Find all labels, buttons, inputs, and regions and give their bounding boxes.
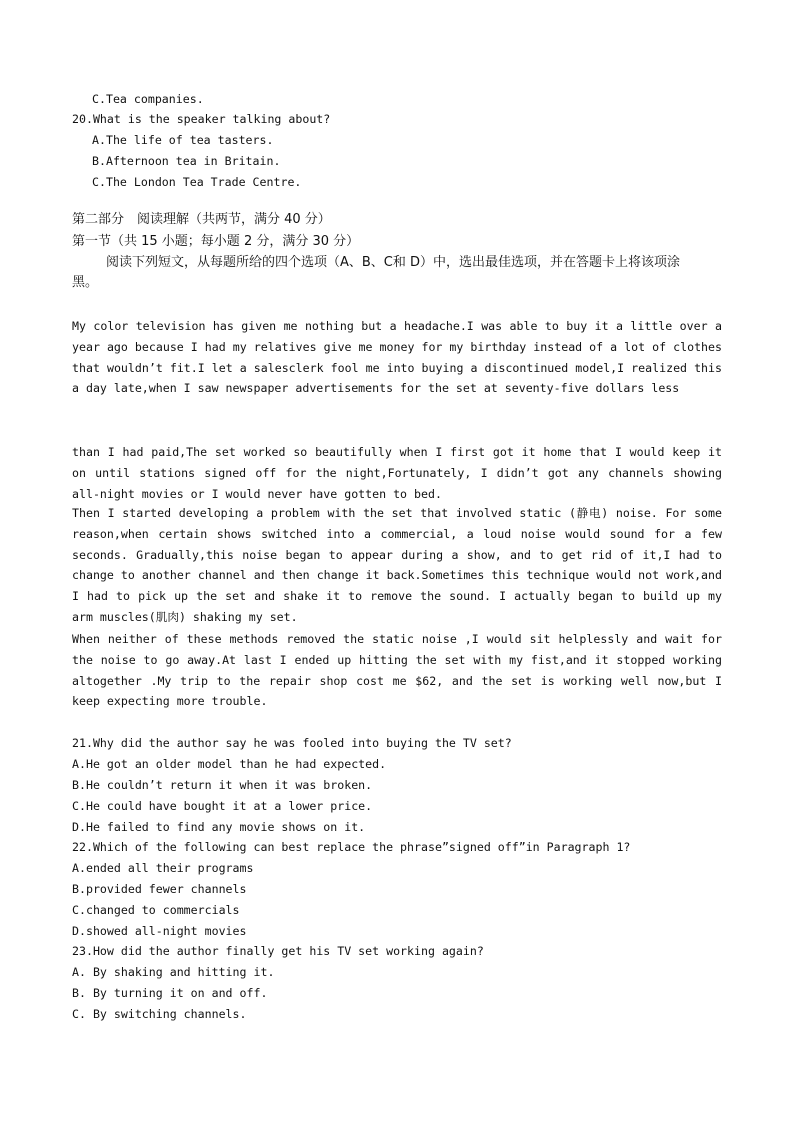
passage-paragraph-1a: My color television has given me nothing but a headache.I was able to buy it a little over a year ago because I had my relatives give me money for my birthday instead of a lot of clothes that wouldn’t fit.I let a salesclerk fool me into buying a discontinued model,I realized this a day late,when I saw newspaper advertisements for the set at seventy-five dollars less (72, 319, 722, 396)
q23-option-c: C. By switching channels. (72, 1007, 247, 1021)
q22-option-c: C.changed to commercials (72, 903, 240, 917)
q22-option-d: D.showed all-night movies (72, 924, 247, 938)
passage-paragraph-2: Then I started developing a problem with the set that involved static (静电) noise. For some reason,when certain shows switched into a commercial, a loud noise would sound for a few seconds. Gradually,this noise began to appear during a show, and to get rid of it,I had to change to another channel and then change it back.Sometimes this technique would not work,and I had to pick up the set and shake it to remove the sound. I actually began to build up my arm muscles(肌肉) shaking my set. (72, 506, 722, 624)
instruction-line-1: 阅读下列短文，从每题所给的四个选项（A、B、C和 D）中，选出最佳选项，并在答题卡上将该项涂 (106, 255, 681, 270)
q20-option-b: B.Afternoon tea in Britain. (92, 154, 281, 168)
passage-paragraph-1b: than I had paid,The set worked so beautifully when I first got it home that I would keep it on until stations signed off for the night,Fortunately, I didn’t got any channels showing all-night movies or I would never have gotten to bed. (72, 445, 722, 501)
q22-stem: 22.Which of the following can best replace the phrase”signed off”in Paragraph 1? (72, 840, 631, 854)
q20-option-c: C.The London Tea Trade Centre. (92, 175, 302, 189)
q21-stem: 21.Why did the author say he was fooled into buying the TV set? (72, 736, 512, 750)
passage-paragraph-3: When neither of these methods removed the static noise ,I would sit helplessly and wait for the noise to go away.At last I ended up hitting the set with my fist,and it stopped working altogether .My trip to the repair shop cost me $62, and the set is working well now,but I keep expecting more trouble. (72, 632, 722, 709)
q21-option-d: D.He failed to find any movie shows on it. (72, 820, 366, 834)
part-title: 第二部分 阅读理解（共两节，满分 40 分） (72, 212, 331, 227)
q23-stem: 23.How did the author finally get his TV set working again? (72, 944, 484, 958)
q21-option-c: C.He could have bought it at a lower price. (72, 799, 373, 813)
q23-option-b: B. By turning it on and off. (72, 986, 268, 1000)
q22-option-a: A.ended all their programs (72, 861, 254, 875)
section-subtitle: 第一节（共 15 小题；每小题 2 分，满分 30 分） (72, 234, 360, 249)
q22-option-b: B.provided fewer channels (72, 882, 247, 896)
q21-option-b: B.He couldn’t return it when it was broken. (72, 778, 373, 792)
instruction-line-2: 黑。 (72, 275, 99, 290)
q21-option-a: A.He got an older model than he had expected. (72, 757, 387, 771)
q23-option-a: A. By shaking and hitting it. (72, 965, 275, 979)
q19-option-c: C.Tea companies. (92, 92, 204, 106)
q20-stem: 20.What is the speaker talking about? (72, 112, 331, 126)
q20-option-a: A.The life of tea tasters. (92, 133, 274, 147)
